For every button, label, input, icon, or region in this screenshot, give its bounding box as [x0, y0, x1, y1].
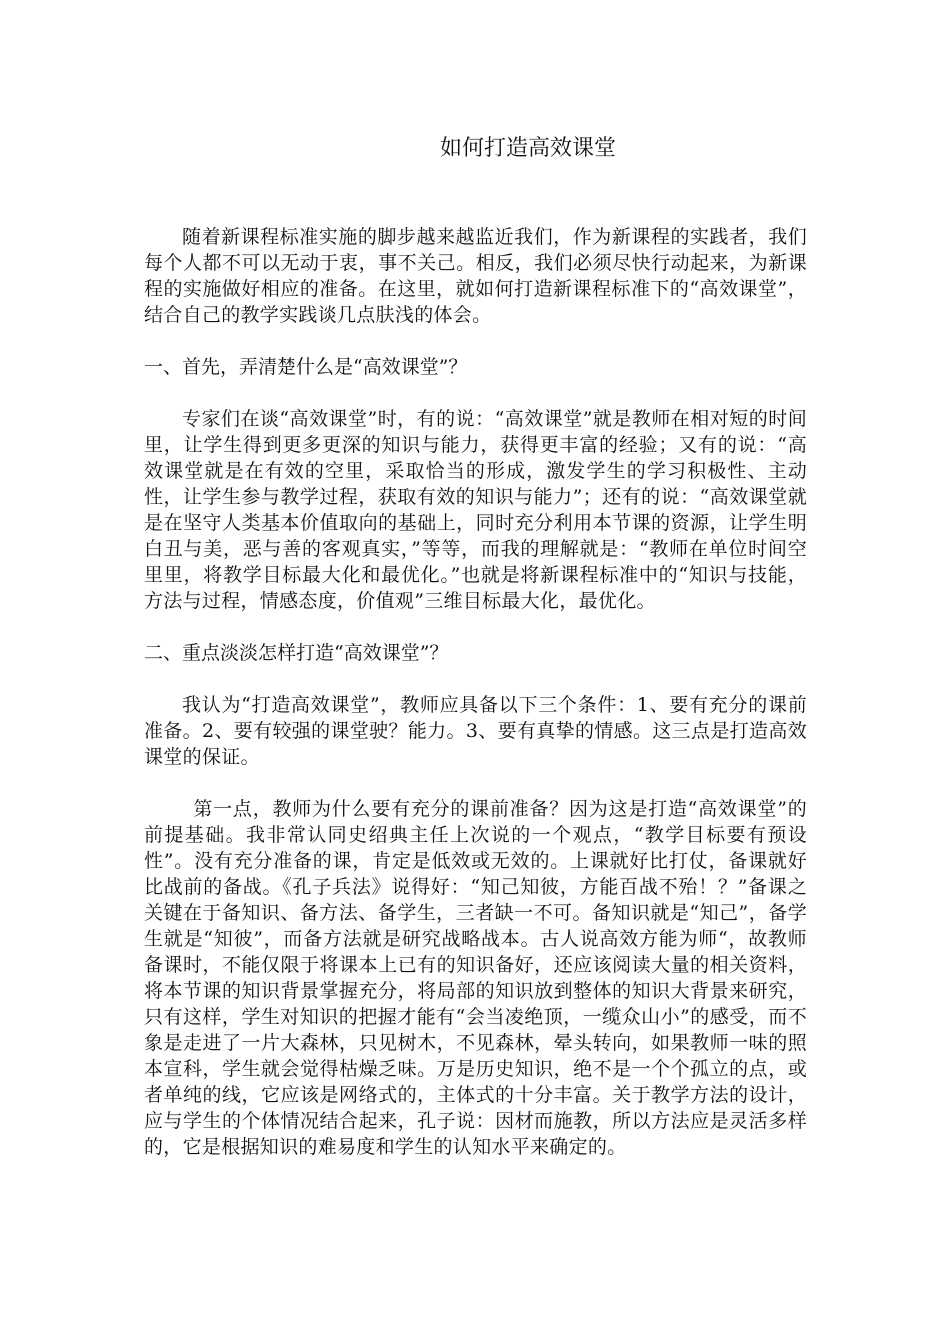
section-1-heading: 一、首先，弄清楚什么是“高效课堂”？: [144, 356, 468, 378]
spacer: [144, 666, 807, 692]
document-body: [144, 224, 807, 1160]
section-2-paragraph-2: 第一点，教师为什么要有充分的课前准备？因为这是打造“高效课堂”的前提基础。我非常认同史绍典主任上次说的一个观点，“教学目标要有预设性”。没有充分准备的课，肯定是低效或无效的。上课就好比打仗，备课就好比战前的备战。《孔子兵法》说得好：“知己知彼，方能百战不殆！？”备课之关键在于备知识、备方法、备学生，三者缺一不可。备知识就是“知己”，备学生就是“知彼”，而备方法就是研究战略战本。古人说高效方能为师“，故教师备课时，不能仅限于将课本上已有的知识备好，还应该阅读大量的相关资料，将本节课的知识背景掌握充分，将局部的知识放到整体的知识大背景来研究，只有这样，学生对知识的把握才能有“会当凌绝顶，一缆众山小”的感受，而不象是走进了一片大森林，只见树木，不见森林，晕头转向，如果教师一味的照本宣科，学生就会觉得枯燥乏味。万是历史知识，绝不是一个个孤立的点，或者单纯的线，它应该是网络式的，主体式的十分丰富。关于教学方法的设计，应与学生的个体情况结合起来，孔子说：因材而施教，所以方法应是灵活多样的，它是根据知识的难易度和学生的认知水平来确定的。: [144, 798, 807, 1158]
section-2-heading: 二、重点淡淡怎样打造“高效课堂”？: [144, 642, 449, 664]
spacer: [144, 770, 807, 796]
intro-paragraph: 随着新课程标准实施的脚步越来越监近我们，作为新课程的实践者，我们每个人都不可以无动于衷，事不关己。相反，我们必须尽快行动起来，为新课程的实施做好相应的准备。在这里，就如何打造新课程标准下的“高效课堂”，结合自己的教学实践谈几点肤浅的体会。: [144, 226, 807, 326]
section-1-paragraph: 专家们在谈“高效课堂”时，有的说：“高效课堂”就是教师在相对短的时间里，让学生得到更多更深的知识与能力，获得更丰富的经验；又有的说：“高效课堂就是在有效的空里，采取恰当的形成，激发学生的学习积极性、主动性，让学生参与教学过程，获取有效的知识与能力”；还有的说：“高效课堂就是在坚守人类基本价值取向的基础上，同时充分利用本节课的资源，让学生明白丑与美，恶与善的客观真实，”等等，而我的理解就是：“教师在单位时间空里里，将教学目标最大化和最优化。”也就是将新课程标准中的“知识与技能，方法与过程，情感态度，价值观”三维目标最大化，最优化。: [144, 408, 807, 612]
spacer: [144, 380, 807, 406]
document-title: 如何打造高效课堂: [439, 136, 616, 161]
spacer: [144, 328, 807, 354]
section-2-paragraph-1: 我认为“打造高效课堂”，教师应具备以下三个条件：1、要有充分的课前准备。2、要有较强的课堂驶？能力。3、要有真挚的情感。这三点是打造高效课堂的保证。: [144, 694, 807, 768]
spacer: [144, 614, 807, 640]
